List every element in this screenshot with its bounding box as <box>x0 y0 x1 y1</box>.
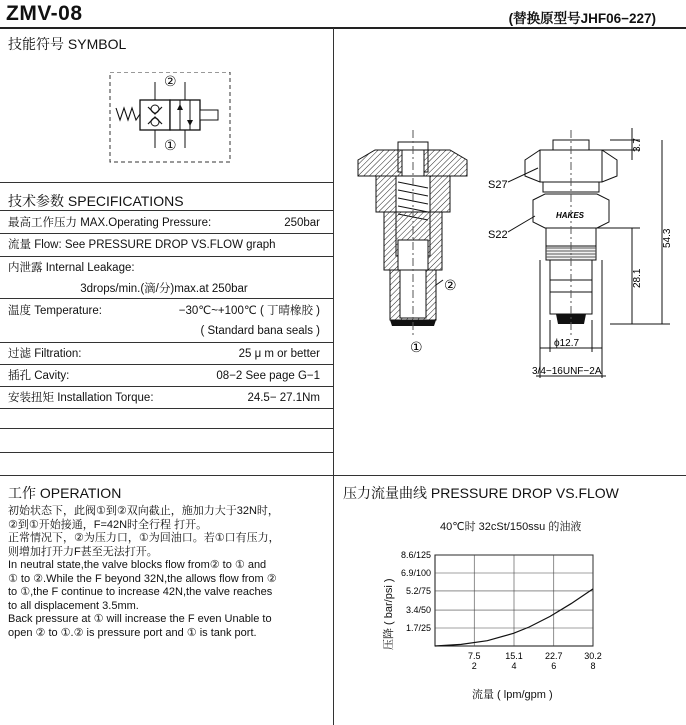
symbol-port-1: ① <box>164 137 177 153</box>
drawing-port-2: ② <box>444 277 457 293</box>
spec-label: 内泄露 Internal Leakage: <box>8 262 135 274</box>
x-tick-label-lpm: 7.5 <box>467 651 481 661</box>
spec-row-temperature <box>8 302 320 320</box>
top-rule <box>0 27 686 29</box>
operation-heading: 工作 OPERATION <box>8 485 122 501</box>
spec-row-leakage-value <box>8 280 320 298</box>
operation-text <box>8 505 330 640</box>
y-tick-label: 1.7/25 <box>405 623 431 634</box>
operation-line: In neutral state,the valve blocks flow from② to ① and <box>8 559 267 571</box>
dim-thread: 3/4−16UNF−2A <box>532 366 602 377</box>
spec-rule <box>0 342 333 343</box>
operation-line: to all displacement 3.5mm. <box>8 599 139 612</box>
model-title: ZMV-08 <box>6 2 83 25</box>
spec-rule <box>0 408 333 409</box>
chart-heading: 压力流量曲线 PRESSURE DROP VS.FLOW <box>343 485 619 501</box>
replacement-model: (替换原型号JHF06−227) <box>508 11 656 26</box>
y-tick-label: 8.6/125 <box>400 550 431 560</box>
spec-row-torque <box>8 389 320 407</box>
y-tick-label: 3.4/50 <box>405 605 431 616</box>
dim-3-7: 3.7 <box>632 138 643 152</box>
valve-drawing <box>340 120 680 390</box>
spec-value: 250bar <box>284 217 320 229</box>
spec-rule-0 <box>0 210 333 211</box>
spec-label: 过滤 Filtration: <box>8 348 82 360</box>
operation-line: 初始状态下，此阀①到②双向截止，施加力大于32N时， <box>8 505 279 517</box>
section-view <box>358 130 467 335</box>
spec-rule <box>0 428 333 429</box>
spec-rule <box>0 298 333 299</box>
spec-rule <box>0 364 333 365</box>
operation-line: to ①,the F continue to increase 42N,the valve reaches <box>8 586 273 598</box>
label-s27: S27 <box>488 179 508 191</box>
spec-row-filtration <box>8 345 320 363</box>
specs-heading: 技术参数 SPECIFICATIONS <box>8 193 184 209</box>
spec-label: 最高工作压力 MAX.Operating Pressure: <box>8 217 212 229</box>
dim-diameter: ϕ12.7 <box>554 338 580 349</box>
operation-line: ②到①开始接通，F=42N时全行程 打开。 <box>8 518 208 531</box>
x-tick-label-gpm: 4 <box>511 661 517 671</box>
spec-row-seals <box>8 322 320 340</box>
spec-row-pressure <box>8 214 320 232</box>
operation-line: open ② to ①.② is pressure port and ① is tank port. <box>8 626 257 639</box>
chart-subtitle: 40℃时 32cSt/150ssu 的油液 <box>440 521 582 533</box>
spec-value: 25 μ m or better <box>238 348 320 360</box>
spec-row-flow <box>8 236 320 254</box>
symbol-port-2: ② <box>164 73 177 89</box>
chart-xlabel: 流量 ( lpm/gpm ) <box>472 689 553 701</box>
operation-line: ① to ②.While the F beyond 32N,the allows flow from ② <box>8 572 277 585</box>
spec-label: 温度 Temperature: <box>8 305 102 317</box>
pressure-flow-chart <box>375 540 605 705</box>
symbol-heading: 技能符号 SYMBOL <box>8 36 127 52</box>
external-view <box>525 130 617 335</box>
spec-row-cavity <box>8 367 320 385</box>
x-tick-label-gpm: 8 <box>590 661 596 671</box>
center-divider-bottom <box>333 475 334 725</box>
drawing-port-1: ① <box>410 339 423 355</box>
spec-label: 流量 Flow: See PRESSURE DROP VS.FLOW graph <box>8 239 276 251</box>
dim-28-1: 28.1 <box>632 268 643 288</box>
y-tick-label: 5.2/75 <box>405 585 431 596</box>
x-tick-label-gpm: 6 <box>551 661 557 671</box>
spec-rule <box>0 386 333 387</box>
chart-ylabel: 压降 ( bar/psi ) <box>383 578 395 650</box>
operation-line: 正常情况下，②为压力口，①为回油口。若①口有压力， <box>8 532 280 544</box>
x-tick-label-gpm: 2 <box>471 661 477 671</box>
x-tick-label-lpm: 15.1 <box>505 651 523 661</box>
label-s22: S22 <box>488 229 508 241</box>
center-divider-top <box>333 28 334 475</box>
spec-row-leakage <box>8 259 320 277</box>
section-divider <box>0 475 686 476</box>
spec-label: 安装扭矩 Installation Torque: <box>8 392 154 404</box>
spec-rule <box>0 256 333 257</box>
spec-rule <box>0 233 333 234</box>
dim-54-3: 54.3 <box>662 228 673 248</box>
spec-rule <box>0 452 333 453</box>
spec-value: ( Standard bana seals ) <box>200 325 320 337</box>
spec-value: −30℃~+100℃ ( 丁晴橡胶 ) <box>178 305 320 317</box>
brand-mark: HAKES <box>556 211 585 220</box>
y-tick-label: 6.9/100 <box>400 567 431 578</box>
spec-label: 插孔 Cavity: <box>8 370 70 382</box>
operation-line: 则增加打开力F甚至无法打开。 <box>8 545 158 558</box>
symbol-bottom-rule <box>0 182 333 183</box>
operation-line: Back pressure at ① will increase the F even Unable to <box>8 613 272 625</box>
x-tick-label-lpm: 22.7 <box>544 651 563 661</box>
x-tick-label-lpm: 30.2 <box>584 651 602 661</box>
spec-value: 3drops/min.(滴/分)max.at 250bar <box>80 283 248 295</box>
spec-value: 08−2 See page G−1 <box>216 370 320 382</box>
spec-value: 24.5− 27.1Nm <box>247 392 320 404</box>
